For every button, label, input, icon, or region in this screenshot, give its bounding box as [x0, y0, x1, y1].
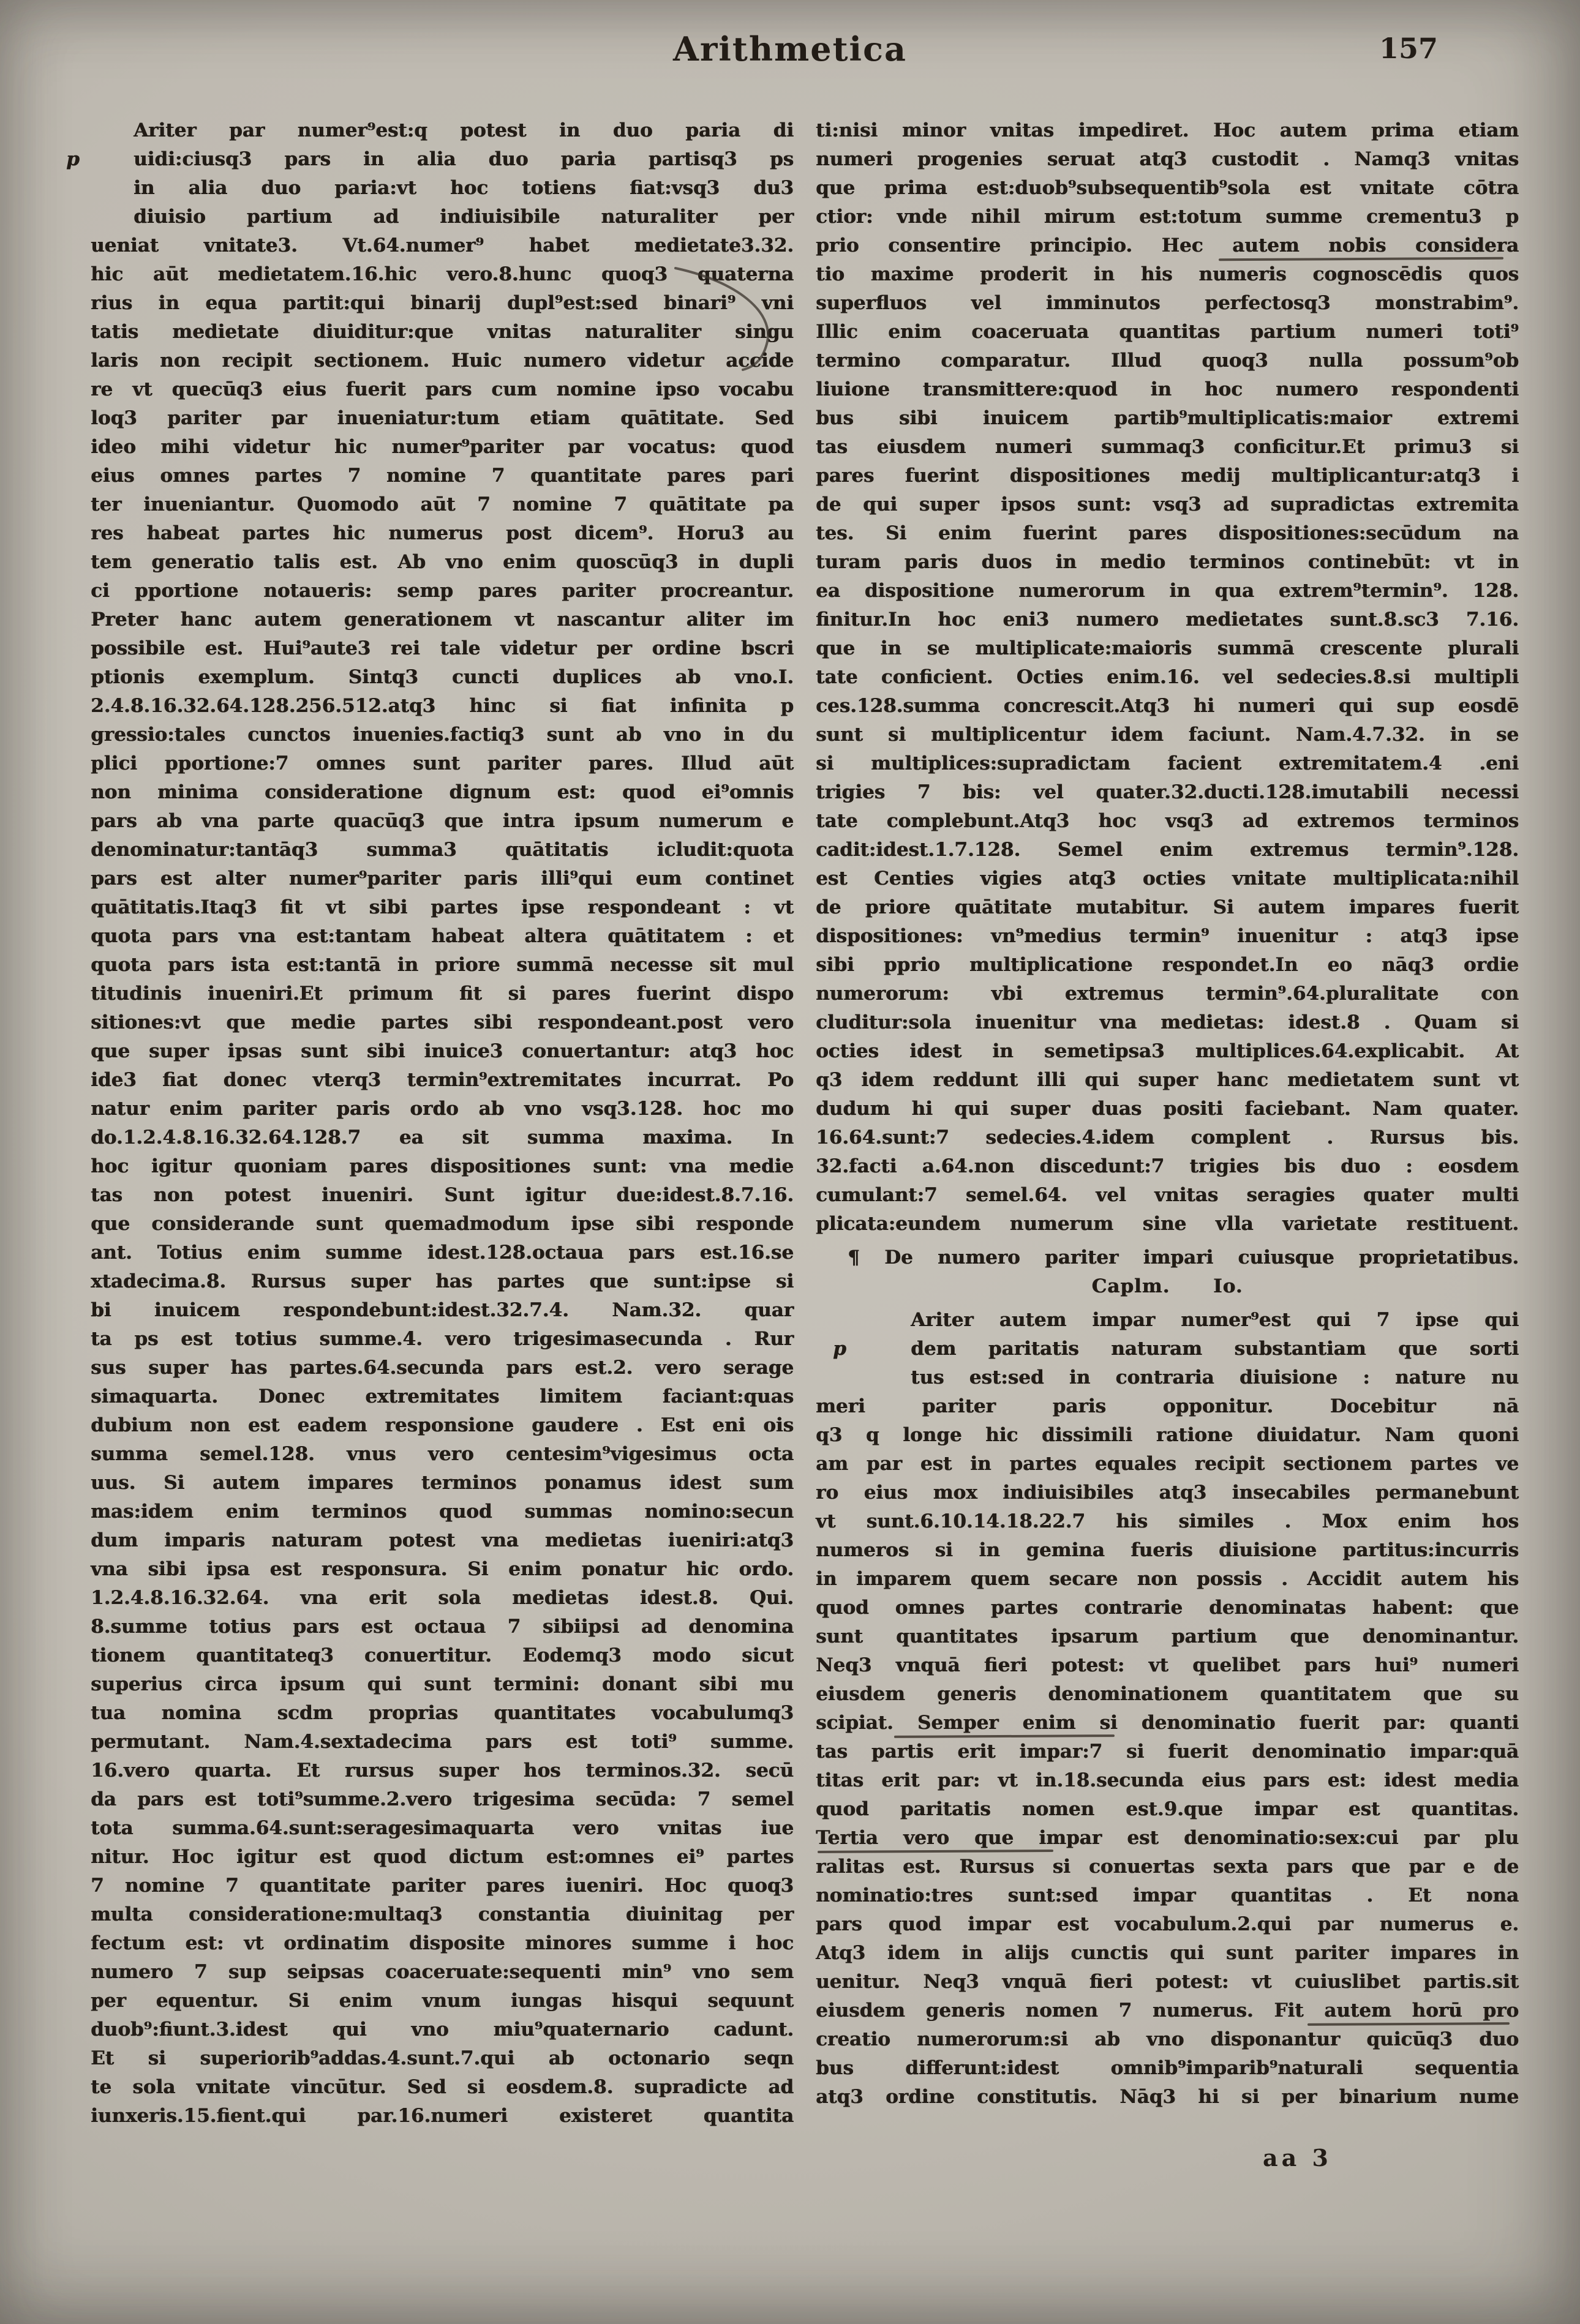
text-line: in alia duo paria:vt hoc totiens fiat:vsq3 du3 — [134, 177, 794, 199]
right-paragraph-opening — [816, 1306, 1519, 1392]
left-column — [66, 116, 794, 2131]
text-line: 16.vero quarta. Et rursus super hos terminos.32. secū — [91, 1760, 794, 1782]
text-line: trigies 7 bis: vel quater.32.ducti.128.imutabili necessi — [816, 781, 1519, 803]
text-line: hoc igitur quoniam pares dispositiones sunt: vna medie — [91, 1155, 794, 1177]
text-line: simaquarta. Donec extremitates limitem faciant:quas — [91, 1385, 794, 1408]
text-line: ci pportione notaueris: semp pares pariter procreantur. — [91, 580, 794, 602]
text-line: numeros si in gemina fueris diuisione partitus:incurris — [816, 1539, 1519, 1561]
text-line: ide3 fiat donec vterq3 termin⁹extremitates incurrat. Po — [91, 1069, 794, 1091]
text-line: pares fuerint dispositiones medij multiplicantur:atq3 i — [816, 465, 1519, 487]
text-line: ueniat vnitate3. Vt.64.numer⁹ habet medietate3.32. — [91, 234, 794, 257]
text-line: vna sibi ipsa est responsura. Si enim ponatur hic ordo. — [91, 1558, 794, 1580]
text-line: Ariter par numer⁹est:q potest in duo paria di — [134, 119, 794, 141]
text-line: ctior: vnde nihil mirum est:totum summe crementu3 p — [816, 206, 1519, 228]
text-line: denominatur:tantāq3 summa3 quātitatis icludit:quota — [91, 839, 794, 861]
text-line: plicata:eundem numerum sine vlla varietate restituent. — [816, 1213, 1519, 1235]
chapter-heading — [816, 1243, 1519, 1301]
text-line: dudum hi qui super duas positi faciebant. Nam quater. — [816, 1098, 1519, 1120]
text-line: eius omnes partes 7 nomine 7 quantitate pares pari — [91, 465, 794, 487]
text-line: dem paritatis naturam substantiam que sorti — [911, 1338, 1519, 1360]
text-line: pars ab vna parte quacūq3 que intra ipsum numerum e — [91, 810, 794, 832]
right-column — [816, 116, 1519, 2112]
text-line: ideo mihi videtur hic numer⁹pariter par vocatus: quod — [91, 436, 794, 458]
text-line: quota pars ista est:tantā in priore summā necesse sit mul — [91, 954, 794, 976]
text-line: numerorum: vbi extremus termin⁹.64.pluralitate con — [816, 983, 1519, 1005]
text-line: tua nomina scdm proprias quantitates vocabulumq3 — [91, 1702, 794, 1724]
text-line: am par est in partes equales recipit sectionem partes ve — [816, 1453, 1519, 1475]
text-line: finitur.In hoc eni3 numero medietates sunt.8.sc3 7.16. — [816, 609, 1519, 631]
text-line: bi inuicem respondebunt:idest.32.7.4. Nam.32. quar — [91, 1299, 794, 1321]
right-paragraph-top — [816, 116, 1519, 1239]
text-line: iunxeris.15.fient.qui par.16.numeri existeret quantita — [91, 2105, 794, 2127]
rubricator-guide-letter: p — [66, 148, 80, 170]
text-line: ta ps est totius summe.4. vero trigesimasecunda . Rur — [91, 1328, 794, 1350]
text-line: nitur. Hoc igitur est quod dictum est:omnes ei⁹ partes — [91, 1846, 794, 1868]
text-line: natur enim pariter paris ordo ab vno vsq3.128. hoc mo — [91, 1098, 794, 1120]
text-line: tionem quantitateq3 conuertitur. Eodemq3 modo sicut — [91, 1644, 794, 1666]
text-line: ces.128.summa concrescit.Atq3 hi numeri qui sup eosdē — [816, 695, 1519, 717]
text-line: Neq3 vnquā fieri potest: vt quelibet pars hui⁹ numeri — [816, 1654, 1519, 1676]
text-line: multa consideratione:multaq3 constantia diuinitag per — [91, 1903, 794, 1925]
text-line: per equentur. Si enim vnum iungas hisqui sequunt — [91, 1990, 794, 2012]
text-line: tota summa.64.sunt:seragesimaquarta vero vnitas iue — [91, 1817, 794, 1839]
text-line: termino comparatur. Illud quoq3 nulla possum⁹ob — [816, 350, 1519, 372]
text-line: xtadecima.8. Rursus super has partes que sunt:ipse si — [91, 1270, 794, 1292]
text-line: ea dispositione numerorum in qua extrem⁹termin⁹. 128. — [816, 580, 1519, 602]
text-line: uenitur. Neq3 vnquā fieri potest: vt cuiuslibet partis.sit — [816, 1971, 1519, 1993]
text-line: superfluos vel imminutos perfectosq3 monstrabim⁹. — [816, 292, 1519, 314]
text-line: re vt quecūq3 eius fuerit pars cum nomine ipso vocabu — [91, 378, 794, 400]
text-line: dum imparis naturam potest vna medietas iueniri:atq3 — [91, 1529, 794, 1551]
text-line: tem generatio talis est. Ab vno enim quoscūq3 in dupli — [91, 551, 794, 573]
text-line: te sola vnitate vincūtur. Sed si eosdem.8. supradicte ad — [91, 2076, 794, 2098]
text-line: est Centies vigies atq3 octies vnitate multiplicata:nihil — [816, 868, 1519, 890]
text-line: possibile est. Hui⁹aute3 rei tale videtur per ordine bscri — [91, 637, 794, 659]
text-line: mas:idem enim terminos quod summas nomino:secun — [91, 1501, 794, 1523]
text-line: do.1.2.4.8.16.32.64.128.7 ea sit summa maxima. In — [91, 1126, 794, 1149]
text-line: laris non recipit sectionem. Huic numero videtur accide — [91, 350, 794, 372]
chapter-heading-title: ¶ De numero pariter impari cuiusque proprietatibus. — [848, 1246, 1519, 1269]
text-line: cluditur:sola inuenitur vna medietas: idest.8 . Quam si — [816, 1011, 1519, 1033]
text-line: in imparem quem secare non possis . Accidit autem his — [816, 1568, 1519, 1590]
text-line: ro eius mox indiuisibiles atq3 insecabiles permanebunt — [816, 1482, 1519, 1504]
text-line: duob⁹:fiunt.3.idest qui vno miu⁹quaternario cadunt. — [91, 2019, 794, 2041]
text-line: tes. Si enim fuerint pares dispositiones:secūdum na — [816, 522, 1519, 544]
text-line: Ariter autem impar numer⁹est qui 7 ipse qui — [911, 1309, 1519, 1331]
text-line: creatio numerorum:si ab vno disponantur quicūq3 duo — [816, 2028, 1519, 2050]
text-line: turam paris duos in medio terminos continebūt: vt in — [816, 551, 1519, 573]
text-line: ant. Totius enim summe idest.128.octaua pars est.16.se — [91, 1242, 794, 1264]
page-title: Arithmetica — [673, 29, 907, 69]
text-line: Atq3 idem in alijs cunctis qui sunt pariter impares in — [816, 1942, 1519, 1964]
text-line: tas non potest inueniri. Sunt igitur due:idest.8.7.16. — [91, 1184, 794, 1206]
chapter-heading-number: Caplm. Io. — [1091, 1275, 1243, 1297]
text-line: 8.summe totius pars est octaua 7 sibiipsi ad denomina — [91, 1616, 794, 1638]
text-line: cadit:idest.1.7.128. Semel enim extremus termin⁹.128. — [816, 839, 1519, 861]
text-line: 1.2.4.8.16.32.64. vna erit sola medietas idest.8. Qui. — [91, 1587, 794, 1609]
rubricator-guide-letter: p — [833, 1338, 846, 1360]
text-line: pars est alter numer⁹pariter paris illi⁹qui eum continet — [91, 868, 794, 890]
text-line: tate complebunt.Atq3 hoc vsq3 ad extremos terminos — [816, 810, 1519, 832]
text-line: Et si superiorib⁹addas.4.sunt.7.qui ab octonario seqn — [91, 2047, 794, 2069]
text-line: quota pars vna est:tantam habeat altera quātitatem : et — [91, 925, 794, 947]
text-line: rius in equa partit:qui binarij dupl⁹est:sed binari⁹ vni — [91, 292, 794, 314]
text-line: dubium non est eadem responsione gaudere . Est eni ois — [91, 1414, 794, 1436]
text-line: Illic enim coaceruata quantitas partium numeri toti⁹ — [816, 321, 1519, 343]
text-line: de priore quātitate mutabitur. Si autem impares fuerit — [816, 896, 1519, 918]
text-line: si multiplices:supradictam facient extremitatem.4 .eni — [816, 752, 1519, 774]
text-line: fectum est: vt ordinatim disposite minores summe i hoc — [91, 1932, 794, 1954]
text-line: hic aūt medietatem.16.hic vero.8.hunc quoq3 quaterna — [91, 263, 794, 285]
text-line: que considerande sunt quemadmodum ipse sibi responde — [91, 1213, 794, 1235]
text-line: sitiones:vt que medie partes sibi respondeant.post vero — [91, 1011, 794, 1033]
text-line: scipiat. Semper enim si denominatio fuerit par: quanti — [816, 1712, 1519, 1734]
text-line: Tertia vero que impar est denominatio:sex:cui par plu — [816, 1827, 1519, 1849]
text-line: tio maxime proderit in his numeris cognoscēdis quos — [816, 263, 1519, 285]
text-line: q3 q longe hic dissimili ratione diuidatur. Nam quoni — [816, 1424, 1519, 1446]
text-line: quātitatis.Itaq3 fit vt sibi partes ipse respondeant : vt — [91, 896, 794, 918]
text-line: nominatio:tres sunt:sed impar quantitas . Et nona — [816, 1884, 1519, 1906]
text-line: bus sibi inuicem partib⁹multiplicatis:maior extremi — [816, 407, 1519, 429]
text-line: diuisio partium ad indiuisibile naturaliter per — [134, 206, 794, 228]
text-line: ter inueniantur. Quomodo aūt 7 nomine 7 quātitate pa — [91, 493, 794, 515]
text-line: loq3 pariter par inueniatur:tum etiam quātitate. Sed — [91, 407, 794, 429]
text-line: dispositiones: vn⁹medius termin⁹ inuenitur : atq3 ipse — [816, 925, 1519, 947]
text-line: gressio:tales cunctos inuenies.factiq3 sunt ab vno in du — [91, 724, 794, 746]
text-line: numero 7 sup seipsas coaceruate:sequenti min⁹ vno sem — [91, 1961, 794, 1983]
text-line: res habeat partes hic numerus post dicem⁹. Horu3 au — [91, 522, 794, 544]
text-line: quod omnes partes contrarie denominatas habent: que — [816, 1597, 1519, 1619]
text-line: ralitas est. Rursus si conuertas sexta pars que par e de — [816, 1856, 1519, 1878]
text-line: 32.facti a.64.non discedunt:7 trigies bis duo : eosdem — [816, 1155, 1519, 1177]
text-line: q3 idem reddunt illi qui super hanc medietatem sunt vt — [816, 1069, 1519, 1091]
text-line: que super ipsas sunt sibi inuice3 conuertantur: atq3 hoc — [91, 1040, 794, 1062]
text-line: prio consentire principio. Hec autem nobis considera — [816, 234, 1519, 257]
text-line: Preter hanc autem generationem vt nascantur aliter im — [91, 609, 794, 631]
text-line: tus est:sed in contraria diuisione : nature nu — [911, 1366, 1519, 1389]
text-line: sus super has partes.64.secunda pars est.2. vero serage — [91, 1357, 794, 1379]
text-line: sunt quantitates ipsarum partium que denominantur. — [816, 1625, 1519, 1647]
pen-stroke-mark — [671, 263, 799, 373]
text-line: 2.4.8.16.32.64.128.256.512.atq3 hinc si fiat infinita p — [91, 695, 794, 717]
text-line: 16.64.sunt:7 sedecies.4.idem complent . Rursus bis. — [816, 1126, 1519, 1149]
text-line: sibi pprio multiplicatione respondet.In eo nāq3 ordie — [816, 954, 1519, 976]
text-line: ti:nisi minor vnitas impediret. Hoc autem prima etiam — [816, 119, 1519, 141]
text-line: tas eiusdem numeri summaq3 conficitur.Et primu3 si — [816, 436, 1519, 458]
text-line: titudinis inueniri.Et primum fit si pares fuerint dispo — [91, 983, 794, 1005]
right-paragraph-body — [816, 1392, 1519, 2112]
text-line: ptionis exemplum. Sintq3 cuncti duplices ab vno.I. — [91, 666, 794, 688]
text-line: quod paritatis nomen est.9.que impar est quantitas. — [816, 1798, 1519, 1820]
text-line: cumulant:7 semel.64. vel vnitas seragies quater multi — [816, 1184, 1519, 1206]
text-line: que in se multiplicate:maioris summā crescente plurali — [816, 637, 1519, 659]
text-line: summa semel.128. vnus vero centesim⁹vigesimus octa — [91, 1443, 794, 1465]
text-line: tate conficient. Octies enim.16. vel sedecies.8.si multipli — [816, 666, 1519, 688]
text-line: non minima consideratione dignum est: quod ei⁹omnis — [91, 781, 794, 803]
text-line: atq3 ordine constitutis. Nāq3 hi si per binarium nume — [816, 2086, 1519, 2108]
text-line: liuione transmittere:quod in hoc numero respondenti — [816, 378, 1519, 400]
text-line: plici pportione:7 omnes sunt pariter pares. Illud aūt — [91, 752, 794, 774]
text-line: 7 nomine 7 quantitate pariter pares iueniri. Hoc quoq3 — [91, 1875, 794, 1897]
text-line: da pars est toti⁹summe.2.vero trigesima secūda: 7 semel — [91, 1788, 794, 1810]
text-line: bus differunt:idest omnib⁹imparib⁹naturali sequentia — [816, 2057, 1519, 2079]
text-line: tatis medietate diuiditur:que vnitas naturaliter singu — [91, 321, 794, 343]
text-line: octies idest in semetipsa3 multiplices.64.explicabit. At — [816, 1040, 1519, 1062]
text-line: uidi:ciusq3 pars in alia duo paria partisq3 ps — [134, 148, 794, 170]
text-line: titas erit par: vt in.18.secunda eius pars est: idest media — [816, 1769, 1519, 1791]
text-line: eiusdem generis denominationem quantitatem que su — [816, 1683, 1519, 1705]
text-line: pars quod impar est vocabulum.2.qui par numerus e. — [816, 1913, 1519, 1935]
text-line: meri pariter paris opponitur. Docebitur nā — [816, 1395, 1519, 1417]
text-line: eiusdem generis nomen 7 numerus. Fit autem horū pro — [816, 2000, 1519, 2022]
text-line: tas partis erit impar:7 si fuerit denominatio impar:quā — [816, 1741, 1519, 1763]
left-paragraph-opening — [66, 116, 794, 231]
text-line: sunt si multiplicentur idem faciunt. Nam.4.7.32. in se — [816, 724, 1519, 746]
text-line: vt sunt.6.10.14.18.22.7 his similes . Mox enim hos — [816, 1510, 1519, 1532]
text-line: de qui super ipsos sunt: vsq3 ad supradictas extremita — [816, 493, 1519, 515]
left-paragraph-body — [91, 231, 794, 2131]
text-line: que prima est:duob⁹subsequentib⁹sola est vnitate cōtra — [816, 177, 1519, 199]
text-line: permutant. Nam.4.sextadecima pars est toti⁹ summe. — [91, 1731, 794, 1753]
text-line: numeri progenies seruat atq3 custodit . Namq3 vnitas — [816, 148, 1519, 170]
signature-mark: aa 3 — [1263, 2144, 1332, 2172]
text-line: superius circa ipsum qui sunt termini: donant sibi mu — [91, 1673, 794, 1695]
page-number: 157 — [1379, 32, 1439, 65]
text-line: uus. Si autem impares terminos ponamus idest sum — [91, 1472, 794, 1494]
